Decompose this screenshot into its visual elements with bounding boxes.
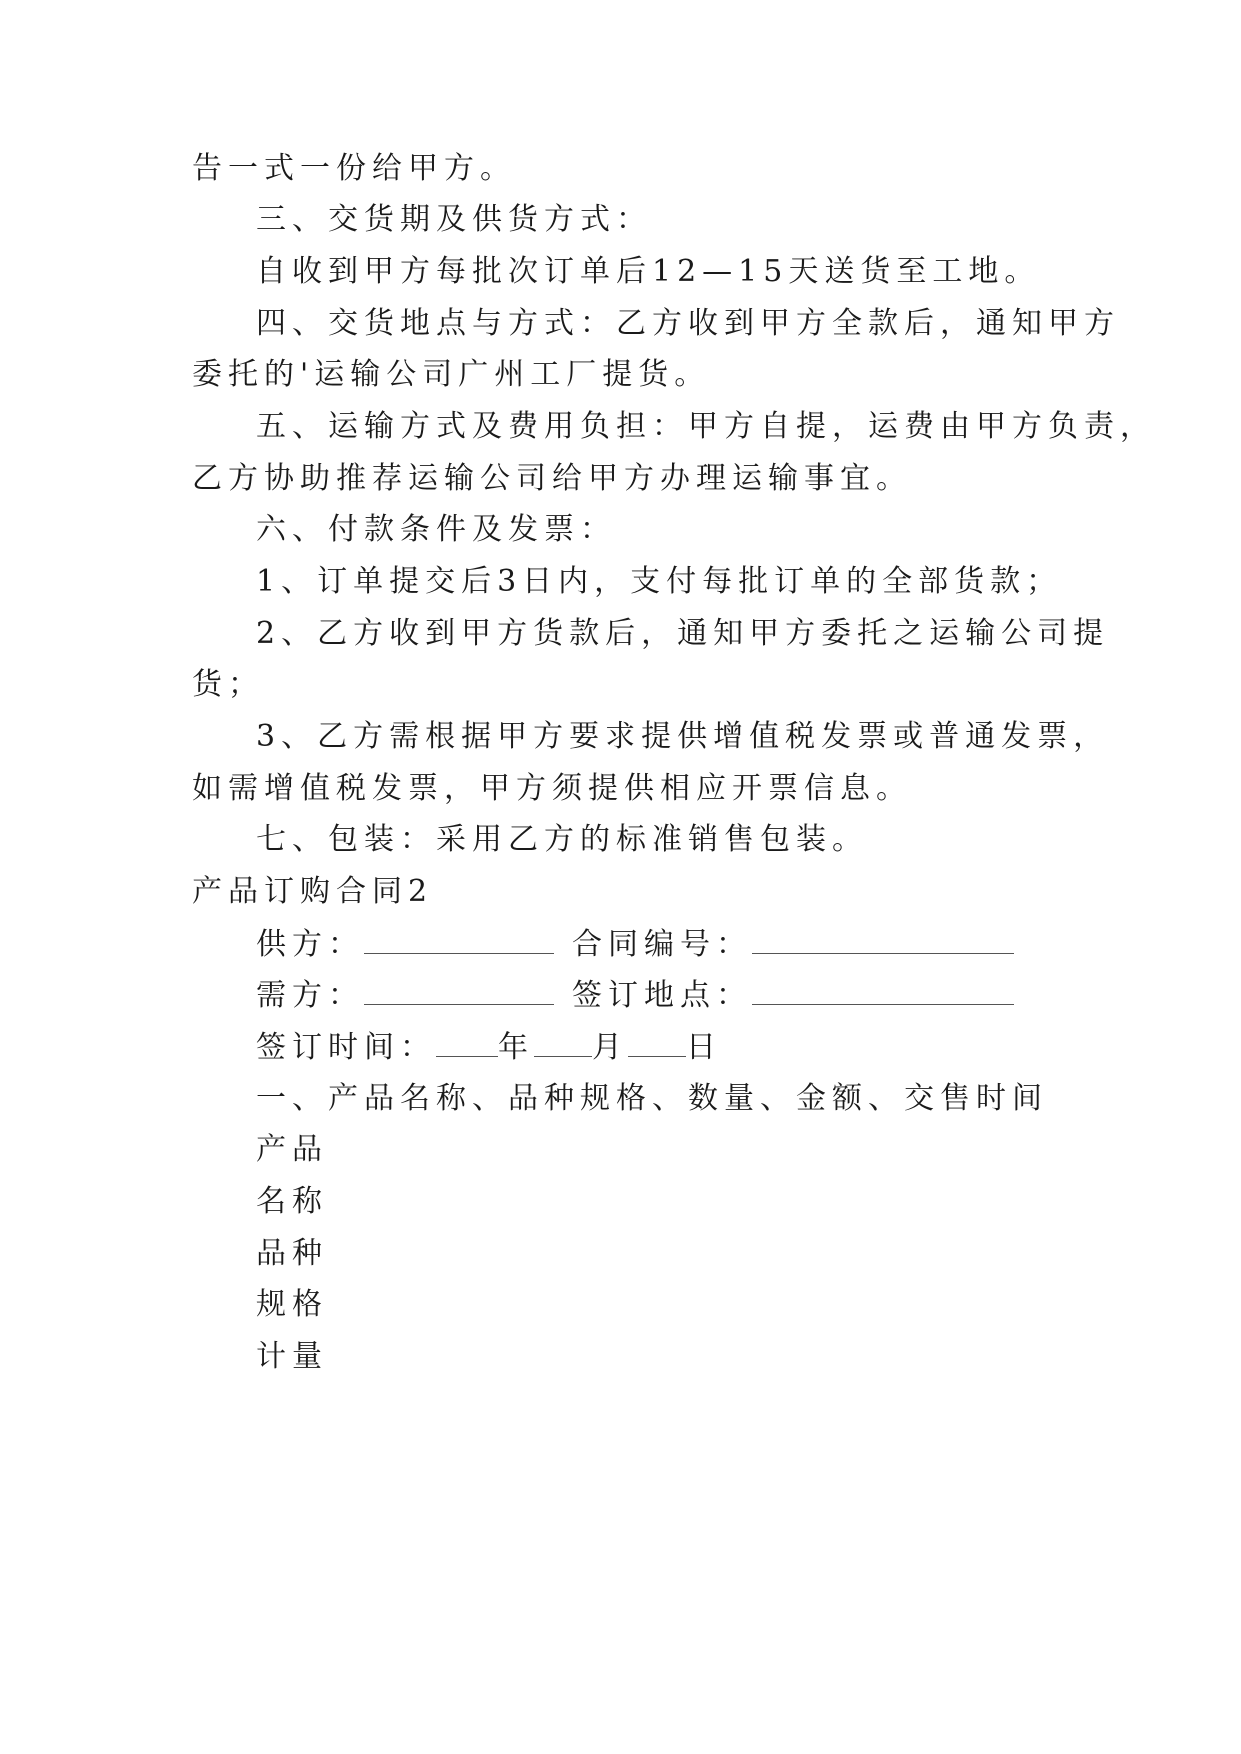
paragraph: 委托的'运输公司广州工厂提货。: [192, 357, 711, 392]
sign-place-blank: [752, 970, 1014, 1005]
section-heading-5: 五、运输方式及费用负担：甲方自提，运费由甲方负责，: [256, 409, 1156, 444]
month-label: 月: [592, 1030, 628, 1065]
contract-no-label: 合同编号：: [572, 927, 752, 962]
table-label: 产品: [256, 1132, 328, 1167]
buyer-row: [256, 970, 1052, 1020]
contract-no-blank: [752, 919, 1014, 954]
sign-place-label: 签订地点：: [572, 978, 752, 1013]
table-label: 规格: [256, 1287, 328, 1322]
section-heading-7: 七、包装：采用乙方的标准销售包装。: [256, 822, 868, 857]
section-heading-3: 三、交货期及供货方式：: [256, 202, 652, 237]
table-label: 计量: [256, 1339, 328, 1374]
list-item: 3、乙方需根据甲方要求提供增值税发票或普通发票，: [256, 719, 1110, 754]
list-item: 2、乙方收到甲方货款后，通知甲方委托之运输公司提: [256, 616, 1110, 651]
year-label: 年: [498, 1030, 534, 1065]
buyer-label: 需方：: [256, 978, 364, 1013]
supplier-row: [256, 919, 1052, 969]
year-blank: [436, 1022, 498, 1057]
day-label: 日: [686, 1030, 722, 1065]
day-blank: [628, 1022, 686, 1057]
paragraph: 货；: [192, 667, 264, 702]
paragraph: 告一式一份给甲方。: [192, 151, 516, 186]
sign-time-label: 签订时间：: [256, 1030, 436, 1065]
section-heading-6: 六、付款条件及发票：: [256, 512, 616, 547]
supplier-blank: [364, 919, 554, 954]
paragraph: 自收到甲方每批次订单后12—15天送货至工地。: [256, 254, 1041, 289]
sign-time-row: [256, 1022, 1052, 1072]
section-heading-4: 四、交货地点与方式：乙方收到甲方全款后，通知甲方: [256, 306, 1120, 341]
buyer-blank: [364, 970, 554, 1005]
supplier-label: 供方：: [256, 927, 364, 962]
table-label: 品种: [256, 1236, 328, 1271]
paragraph: 如需增值税发票，甲方须提供相应开票信息。: [192, 771, 912, 806]
list-item: 1、订单提交后3日内，支付每批订单的全部货款；: [256, 564, 1063, 599]
item-heading: 一、产品名称、品种规格、数量、金额、交售时间: [256, 1081, 1048, 1116]
month-blank: [534, 1022, 592, 1057]
table-label: 名称: [256, 1184, 328, 1219]
paragraph: 乙方协助推荐运输公司给甲方办理运输事宜。: [192, 461, 912, 496]
contract-title: 产品订购合同2: [192, 874, 434, 909]
